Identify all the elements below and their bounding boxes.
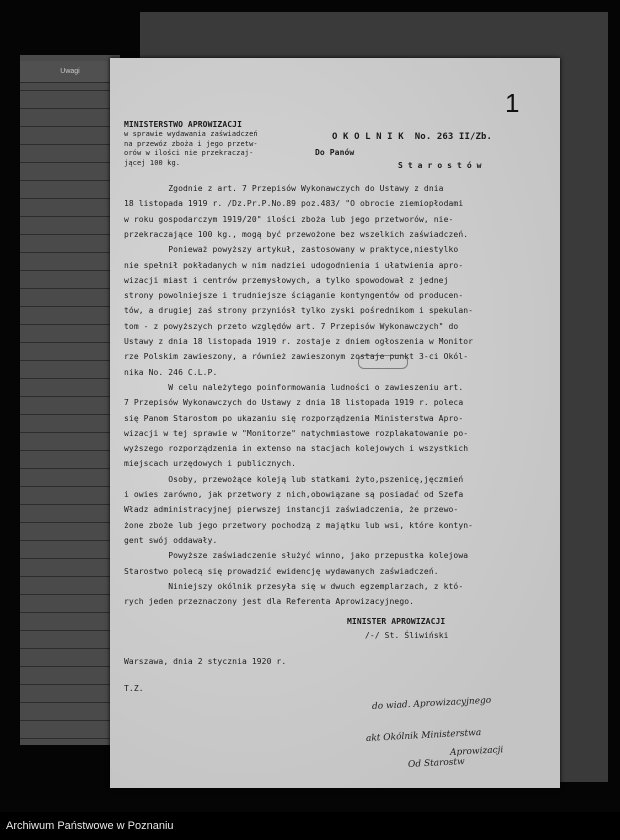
body-text-line: się Panom Starostom po ukazaniu się rozporządzenia Ministerstwa Apro- <box>124 413 464 423</box>
subject-line: orów w ilości nie przekraczaj- <box>124 149 254 157</box>
body-text-line: rze Polskim zawieszony, a również zawieszonym zostaje punkt 3-ci Okól- <box>124 352 469 362</box>
ink-scribble <box>358 355 408 369</box>
remarks-label: Uwagi <box>20 61 120 83</box>
addressee-line: Do Panów <box>315 148 355 157</box>
body-text-line: Ponieważ powyższy artykuł, zastosowany w praktyce,niestylko <box>124 245 459 255</box>
body-text-line: gent swój oddawały. <box>124 535 218 545</box>
body-text-line: W celu należytego poinformowania ludności o zawieszeniu art. <box>124 382 464 392</box>
body-text-line: nie spełnił pokładanych w nim nadziei udogodnienia i ułatwienia apro- <box>124 260 464 270</box>
body-text-line: wizacji miast i centrów przemysłowych, a tylko spowodował z jednej <box>124 275 449 285</box>
body-text-line: nika No. 246 C.L.P. <box>124 367 218 377</box>
handwritten-note: Aprowizacji <box>449 745 504 758</box>
subject-line: jącej 100 kg. <box>124 158 181 167</box>
body-text-line: tów, a drugiej zaś strony przyniósł tylko zyski pośrednikom i spekulan- <box>124 306 474 316</box>
body-text-line: w roku gospodarczym 1919/20" ilości zboża lub jego przetworów, nie- <box>124 214 454 224</box>
body-text-line: Władz administracyjnej pierwszej instancji zaświadczenia, że przewo- <box>124 505 459 515</box>
subject-line: na przewóz zboża i jego przetw- <box>124 139 258 148</box>
archive-footer: Archiwum Państwowe w Poznaniu <box>0 812 620 840</box>
body-text-line: 7 Przepisów Wykonawczych do Ustawy z dnia 18 listopada 1919 r. poleca <box>124 398 464 408</box>
body-text-line: strony powolniejsze i trudniejsze ściąganie kontyngentów od producen- <box>124 291 464 301</box>
initials: T.Z. <box>124 684 144 693</box>
handwritten-note: akt Okólnik Ministerstwa <box>365 727 482 744</box>
body-text-line: przekraczające 100 kg., mogą być przewożone bez wszelkich zaświadczeń. <box>124 229 469 239</box>
body-text-line: wyższego rozporządzenia in extenso na stacjach kolejowych i wszystkich <box>124 444 469 454</box>
body-text-line: Ustawy z dnia 18 listopada 1919 r. zostaje z dniem ogłoszenia w Monitor <box>124 337 474 346</box>
body-text-line: Osoby, przewożące koleją lub statkami żyto,pszenicę,jęczmień <box>124 474 464 484</box>
body-text-line: Starostwo polecą się prowadzić ewidencję wydawanych zaświadczeń. <box>124 566 439 576</box>
date-line: Warszawa, dnia 2 stycznia 1920 r. <box>124 657 287 666</box>
signature-title: MINISTER APROWIZACJI <box>347 617 446 626</box>
body-text-line: tom - z powyższych przeto względów art. 7 Przepisów Wykonawczych" do <box>124 321 459 331</box>
page-number: 1 <box>505 88 520 118</box>
circular-title: O K O L N I K No. 263 II/Zb. <box>332 132 493 142</box>
handwritten-note: do wiad. Aprowizacyjnego <box>371 695 492 712</box>
remarks-ledger-sheet <box>20 55 120 745</box>
body-text-line: Niniejszy okólnik przesyła się w dwuch egzemplarzach, z któ- <box>124 581 464 591</box>
body-text-line: rych jeden przeznaczony jest dla Referenta Aprowizacyjnego. <box>124 597 415 607</box>
addressee: S t a r o s t ó w <box>398 161 482 170</box>
body-text-line: i owies zarówno, jak przetwory z nich,obowiązane są posiadać od Szefa <box>124 490 464 499</box>
body-text-line: 18 listopada 1919 r. /Dz.Pr.P.No.89 poz.483/ "O obrocie ziemiopłodami <box>124 199 464 209</box>
document-page <box>110 58 560 788</box>
issuer-heading: MINISTERSTWO APROWIZACJI <box>124 120 242 129</box>
body-text-line: Powyższe zaświadczenie służyć winno, jako przepustka kolejowa <box>124 551 469 561</box>
body-text-line: żone zboże lub jego przetwory pochodzą z majątku lub wsi, które kontyn- <box>124 520 474 530</box>
signature-name: /-/ St. Śliwiński <box>365 631 449 640</box>
body-text-line: miejscach urzędowych i publicznych. <box>124 459 297 469</box>
body-text-line: wizacji w tej sprawie w "Monitorze" natychmiastowe rozplakatowanie po- <box>124 428 469 438</box>
subject-line: w sprawie wydawania zaświadczeń <box>124 130 258 138</box>
body-text-line: Zgodnie z art. 7 Przepisów Wykonawczych do Ustawy z dnia <box>124 184 444 193</box>
handwritten-note: Od Starostw <box>407 757 465 770</box>
